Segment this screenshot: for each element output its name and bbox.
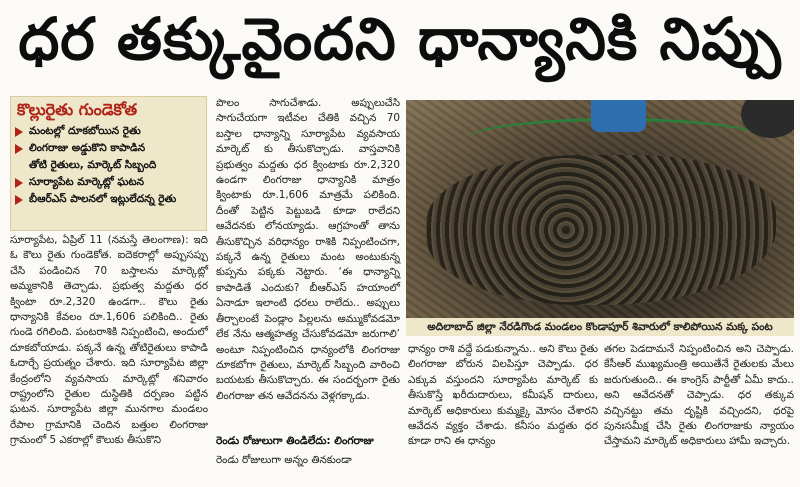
- headline: ధర తక్కువైందని ధాన్యానికి నిప్పు: [18, 4, 782, 73]
- bullet-spacer: [15, 161, 23, 171]
- photo-water-tank: [591, 100, 646, 132]
- highlights-title: కొల్లురైతు గుండెకోత: [17, 100, 138, 119]
- article-column-2: [216, 96, 400, 404]
- bullet-arrow-icon: [15, 195, 23, 205]
- bullet-arrow-icon: [15, 127, 23, 137]
- article-column-1: [10, 233, 208, 449]
- article-column-5: [604, 342, 794, 450]
- section-subhead: రెండు రోజులుగా తిండిలేదు: లింగరాజు: [216, 435, 374, 447]
- article-paragraph: తగల పెడదామనే నిప్పంటించిన అని చెప్పాడు. కేసీఆర్ ముఖ్యమంత్రి అయితేనే రైతులకు మేలు జరుగుతుంది.. ఈ కాంగ్రెస్ పార్టీతో ఏమీ కాదు.. అని ఆవేదనతో చెప్పాడు. ధర తక్కువ వచ్చినట్టు తమ దృష్టికి వచ్చిందని, ధరపై పునఃసమీక్ష చేసి రైతు లింగరాజుకు న్యాయం చేస్తామని మార్కెట్ అధికారులు హామీ ఇచ్చారు.: [604, 343, 794, 448]
- article-paragraph: సూర్యాపేట, ఏప్రిల్ 11 (నమస్తే తెలంగాణ): ఇది ఓ కౌలు రైతు గుండెకోత. ఐదెకరాల్లో అప్పుసప్పు చేసి పండించిన 70 బస్తాలను మార్కెట్లో అమ్మకానికి తెచ్చాడు. ప్రభుత్వ మద్దతు ధర క్వింటా రూ.2,320 ఉండగా.. కౌలు రైతు ధాన్యానికి కేవలం రూ.1,606 పలికింది.. రైతు గుండె రగిలింది. పంటరాశికి నిప్పంటించి, అందులో దూకబోయాడు. పక్కనే ఉన్న తోటిరైతులు కాపాడి ఓదార్చే ప్రయత్నం చేశారు. ఇది సూర్యాపేట జిల్లా కేంద్రంలోని వ్యవసాయ మార్కెట్లో శనివారం రాష్ట్రంలోని రైతుల దుస్థితికి దర్పణం పట్టిన ఘటన. సూర్యాపేట జిల్లా మునగాల మండలం రేపాల గ్రామానికి చెందిన బత్తుల లింగరాజు గ్రామంలో 5 ఎకరాల్లో కౌలుకు తీసుకొని: [10, 234, 208, 447]
- highlight-item: [15, 191, 203, 208]
- highlights-list: [15, 123, 203, 208]
- article-paragraph: రెండు రోజులుగా అన్నం తినకుండా: [216, 454, 352, 467]
- highlights-box: [10, 96, 207, 231]
- article-paragraph: పొలం సాగుచేశాడు. అప్పులుచేసి సాగుచేయగా ఇటీవల చేతికి వచ్చిన 70 బస్తాల ధాన్యాన్ని సూర్యాపేట వ్యవసాయ మార్కెట్ కు తీసుకొచ్చాడు. వాస్తవానికి ప్రభుత్వం మద్దతు ధర క్వింటాకు రూ.2,320 ఉండగా లింగరాజు ధాన్యానికి మాత్రం క్వింటాకు రూ.1,606 మాత్రమే పలికింది. దీంతో పెట్టిన పెట్టుబడి కూడా రాలేదని ఆవేదనకు లోనయ్యాడు. ఆగ్రహంతో తాను తీసుకొచ్చిన వరిధాన్యం రాశికి నిప్పంటించగా, పక్కనే ఉన్న రైతులు మంట అంటుకున్న కుప్పను పక్కకు నెట్టారు. ‘ఈ ధాన్యాన్ని కాపాడితే ఎందుకు? బీఆర్ఎస్ హయాంలో ఏనాడూ ఇలాంటి ధరలు రాలేదు.. అప్పులు తీర్చాలంటే పెండ్లాం పిల్లలను అమ్ముకోవడమో లేక నేను ఆత్మహత్య చేసుకోవడమో జరుగాలి’ అంటూ నిప్పంటించిన ధాన్యంలోకి లింగరాజు దూకబోగా రైతులు, మార్కెట్ సిబ్బంది వారించి బయటకు తీసుకొచ్చారు. ఈ సందర్భంగా రైతు లింగరాజు తన ఆవేదనను వెళ్లగక్కాడు.: [216, 97, 400, 402]
- article-column-3: [216, 434, 400, 469]
- article-paragraph: ధాన్యం రాశి వద్దే పడుకున్నాను.. అని కౌలు రైతు లింగరాజు బోరున విలపిస్తూ చెప్పాడు. ధర ఎక్కువ వస్తుందని సూర్యాపేట మార్కెట్ కు తీసుకొస్తే ఖరీదుదారులు, కమీషన్ దారులు, మార్కెట్ అధికారులు కుమ్మక్కై మోసం చేశారని ఆవేదన వ్యక్తం చేశాడు. కనీసం మద్దతు ధర కూడా రాని ఈ ధాన్యం: [408, 343, 598, 448]
- highlight-text: మంటల్లో దూకబోయిన రైతు: [29, 125, 141, 137]
- highlight-text: తోటి రైతులు, మార్కెట్ సిబ్బంది: [29, 159, 157, 171]
- photo-caption: అదిలాబాద్ జిల్లా నేరడిగొండ మండలం కొండాపూర్ శివారులో కాలిపోయిన మక్క పంట: [406, 318, 794, 336]
- highlight-item: [15, 174, 203, 191]
- bullet-arrow-icon: [15, 178, 23, 188]
- bullet-arrow-icon: [15, 144, 23, 154]
- highlight-item: [15, 157, 203, 174]
- highlight-text: లింగరాజు అడ్డుకొని కాపాడిన: [29, 142, 146, 154]
- article-column-4: [408, 342, 598, 450]
- photo-burnt-crop-pile: [426, 155, 776, 305]
- highlight-item: [15, 140, 203, 157]
- highlight-text: సూర్యాపేట మార్కెట్లో ఘటన: [29, 176, 144, 188]
- highlight-item: [15, 123, 203, 140]
- highlight-text: బీఆర్ఎస్ పాలనలో ఇట్లులేదన్న రైతు: [29, 193, 177, 205]
- news-photo: [406, 100, 794, 318]
